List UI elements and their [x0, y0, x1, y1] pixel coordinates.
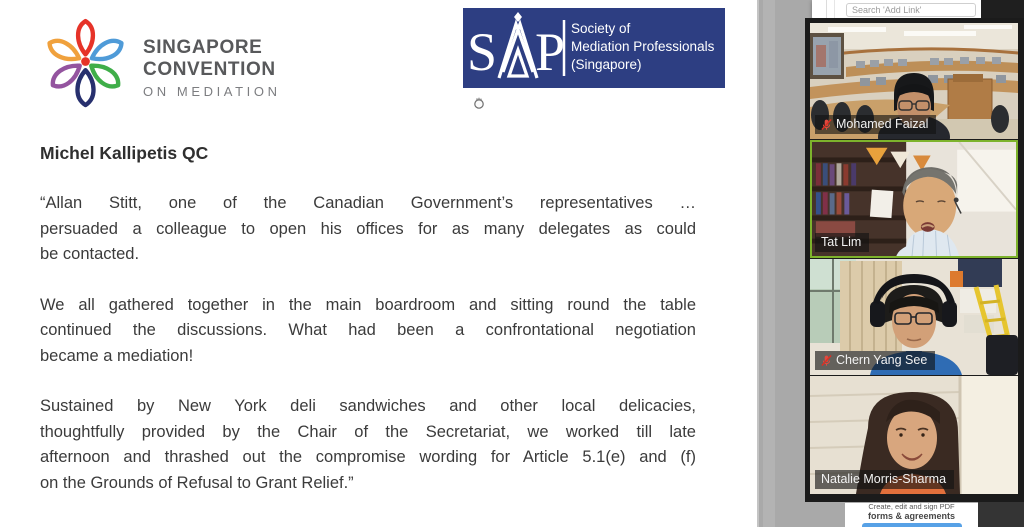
webpage-text-line2: forms & agreements: [867, 511, 956, 521]
singapore-convention-logo: [38, 14, 281, 109]
quote-paragraph-1: [40, 191, 696, 268]
quote-line: thoughtfully provided by the Chair of the Secretariat, we worked till late: [40, 422, 696, 441]
smp-org-line1: Society of: [571, 21, 631, 36]
webpage-peek: [845, 503, 978, 527]
muted-mic-icon: [821, 354, 832, 367]
smp-logo: [463, 8, 725, 88]
video-tile-natalie-morris-sharma[interactable]: [810, 376, 1018, 494]
zoom-video-strip[interactable]: [805, 18, 1024, 502]
quote-paragraph-2: [40, 293, 696, 370]
participant-name-tag: [815, 470, 954, 489]
video-tile-chern-yang-see[interactable]: [810, 259, 1018, 375]
participant-name: Chern Yang See: [836, 353, 928, 367]
quote-line: on the Grounds of Refusal to Grant Relief.”: [40, 473, 354, 492]
sheet-edge: [834, 0, 835, 20]
participant-name: Natalie Morris-Sharma: [821, 472, 947, 486]
quote-line: We all gathered together in the main boardroom and sitting round the table: [40, 295, 696, 314]
search-input[interactable]: Search 'Add Link': [846, 3, 976, 17]
convention-flower-icon: [38, 14, 133, 109]
quote-line: persuaded a colleague to open his offices for as many delegates as could: [40, 219, 696, 238]
smp-letter-p: P: [535, 22, 566, 82]
sheet-edge: [826, 0, 827, 20]
video-tile-mohamed-faizal[interactable]: [810, 23, 1018, 139]
video-tile-tat-lim[interactable]: [810, 140, 1018, 258]
quote-line: became a mediation!: [40, 346, 194, 365]
slide-quote-block: [40, 143, 696, 521]
search-popup: [812, 0, 982, 20]
scm-logo-line2: CONVENTION: [143, 58, 276, 80]
slide-right-edge: [757, 0, 759, 527]
hand-cursor-icon: [473, 96, 485, 115]
window-edge-strip: [763, 0, 775, 527]
scm-logo-line1: SINGAPORE: [143, 36, 263, 58]
quote-line: “Allan Stitt, one of the Canadian Government’s representatives …: [40, 194, 696, 212]
muted-mic-icon: [821, 118, 832, 131]
scm-logo-tagline: ON MEDIATION: [143, 83, 281, 99]
slide-heading: Michel Kallipetis QC: [40, 143, 209, 163]
quote-paragraph-3: [40, 394, 696, 496]
window-corner-dark: [978, 502, 1024, 527]
smp-org-line2: Mediation Professionals: [571, 39, 715, 54]
quote-line: afternoon and thrashed out the compromise wording for Article 5.1(e) and (f): [40, 448, 696, 466]
smp-org-line3: (Singapore): [571, 57, 642, 72]
participant-name-tag: [815, 351, 935, 370]
smp-letter-s: S: [467, 22, 498, 82]
quote-line: continued the discussions. What had been a confrontational negotiation: [40, 321, 696, 339]
participant-name-tag: [815, 233, 869, 252]
participant-name: Tat Lim: [821, 235, 862, 249]
participant-name-tag: [815, 115, 936, 134]
participant-name: Mohamed Faizal: [836, 117, 929, 131]
webpage-text-line1: Create, edit and sign PDF: [868, 503, 955, 511]
quote-line: be contacted.: [40, 245, 140, 263]
quote-line: Sustained by New York deli sandwiches and other local delicacies,: [40, 397, 696, 415]
webpage-cta-button[interactable]: [862, 523, 962, 527]
